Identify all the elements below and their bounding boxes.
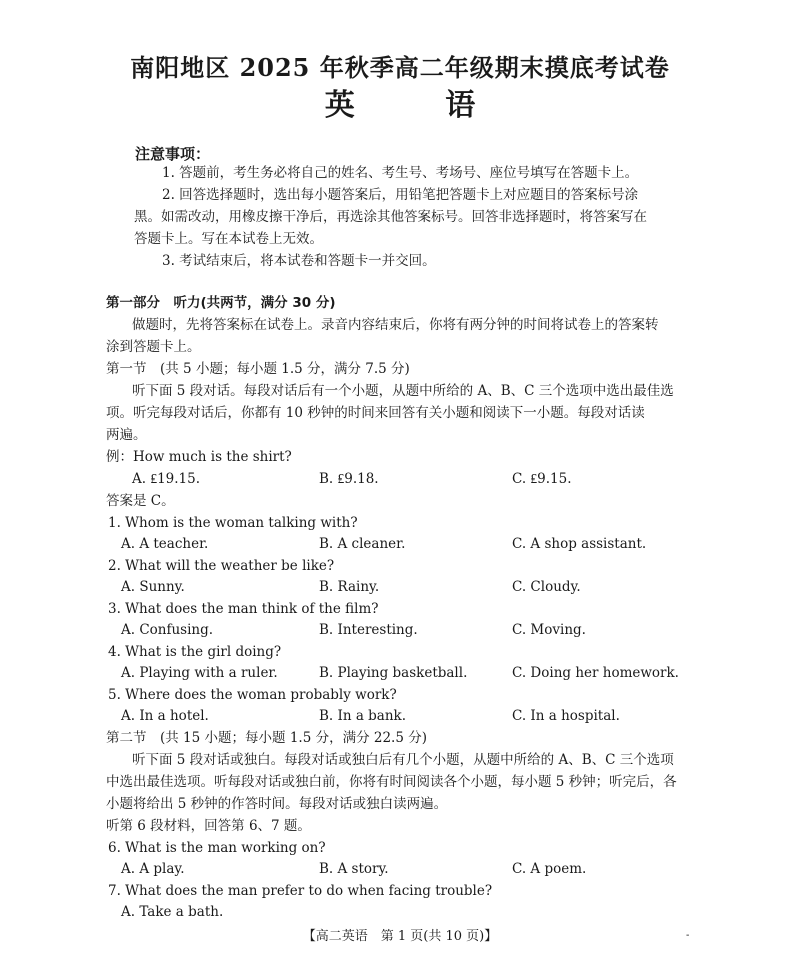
section1-heading: 第一节 (共 5 小题；每小题 1.5 分，满分 7.5 分) (106, 361, 410, 377)
question-1: 1. Whom is the woman talking with? (108, 515, 358, 531)
part1-heading: 第一部分 听力(共两节，满分 30 分) (106, 295, 336, 311)
q5-option-b: B. In a bank. (319, 708, 407, 724)
notice-line: 黑。如需改动，用橡皮擦干净后，再选涂其他答案标号。回答非选择题时，将答案写在 (134, 209, 647, 225)
q5-option-a: A. In a hotel. (121, 708, 209, 724)
example-option-b: B. ₤9.18. (319, 471, 379, 487)
question-4: 4. What is the girl doing? (108, 644, 282, 660)
question-6: 6. What is the man working on? (108, 840, 326, 856)
example-answer: 答案是 C。 (106, 493, 175, 509)
notice-heading: 注意事项： (135, 145, 211, 163)
q4-option-c: C. Doing her homework. (512, 665, 679, 681)
part1-intro-line: 涂到答题卡上。 (106, 339, 201, 355)
section1-intro-line: 听下面 5 段对话。每段对话后有一个小题，从题中所给的 A、B、C 三个选项中选出最佳选 (132, 383, 674, 399)
page-footer: 【高二英语 第 1 页(共 10 页)】 (302, 929, 498, 944)
q2-option-a: A. Sunny. (121, 579, 185, 595)
q6-option-a: A. A play. (121, 861, 185, 877)
part1-intro-line: 做题时，先将答案标在试卷上。录音内容结束后，你将有两分钟的时间将试卷上的答案转 (132, 317, 659, 333)
exam-title: 南阳地区 2025 年秋季高二年级期末摸底考试卷 (130, 53, 670, 82)
q1-option-b: B. A cleaner. (319, 536, 406, 552)
q5-option-c: C. In a hospital. (512, 708, 620, 724)
notice-line: 3. 考试结束后，将本试卷和答题卡一并交回。 (162, 253, 436, 269)
question-2: 2. What will the weather be like? (108, 558, 335, 574)
q2-option-b: B. Rainy. (319, 579, 380, 595)
section2-intro-line: 小题将给出 5 秒钟的作答时间。每段对话或独白读两遍。 (106, 796, 448, 812)
section2-heading: 第二节 (共 15 小题；每小题 1.5 分，满分 22.5 分) (106, 730, 427, 746)
question-7: 7. What does the man prefer to do when facing trouble? (108, 883, 493, 899)
q4-option-a: A. Playing with a ruler. (121, 665, 278, 681)
q2-option-c: C. Cloudy. (512, 579, 581, 595)
q3-option-b: B. Interesting. (319, 622, 418, 638)
notice-line: 2. 回答选择题时，选出每小题答案后，用铅笔把答题卡上对应题目的答案标号涂 (162, 187, 639, 203)
section1-intro-line: 项。听完每段对话后，你都有 10 秒钟的时间来回答有关小题和阅读下一小题。每段对话读 (106, 405, 645, 421)
question-5: 5. Where does the woman probably work? (108, 687, 397, 703)
q7-option-a: A. Take a bath. (121, 904, 224, 920)
example-option-c: C. ₤9.15. (512, 471, 572, 487)
q4-option-b: B. Playing basketball. (319, 665, 468, 681)
subject-title: 英 语 (324, 88, 516, 123)
q3-option-c: C. Moving. (512, 622, 586, 638)
section2-intro-line: 中选出最佳选项。听每段对话或独白前，你将有时间阅读各个小题，每小题 5 秒钟；听完后，各 (106, 774, 677, 790)
q6-option-c: C. A poem. (512, 861, 587, 877)
section2-material: 听第 6 段材料，回答第 6、7 题。 (106, 818, 311, 834)
q6-option-b: B. A story. (319, 861, 389, 877)
corner-mark: - (686, 930, 690, 941)
question-3: 3. What does the man think of the film? (108, 601, 379, 617)
section1-intro-line: 两遍。 (106, 427, 147, 443)
notice-line: 答题卡上。写在本试卷上无效。 (134, 231, 323, 247)
q1-option-c: C. A shop assistant. (512, 536, 647, 552)
q1-option-a: A. A teacher. (121, 536, 209, 552)
example-option-a: A. ₤19.15. (132, 471, 201, 487)
example-question: 例：How much is the shirt? (106, 449, 292, 465)
notice-line: 1. 答题前，考生务必将自己的姓名、考生号、考场号、座位号填写在答题卡上。 (162, 165, 639, 181)
section2-intro-line: 听下面 5 段对话或独白。每段对话或独白后有几个小题，从题中所给的 A、B、C 三个选项 (132, 752, 674, 768)
q3-option-a: A. Confusing. (121, 622, 214, 638)
